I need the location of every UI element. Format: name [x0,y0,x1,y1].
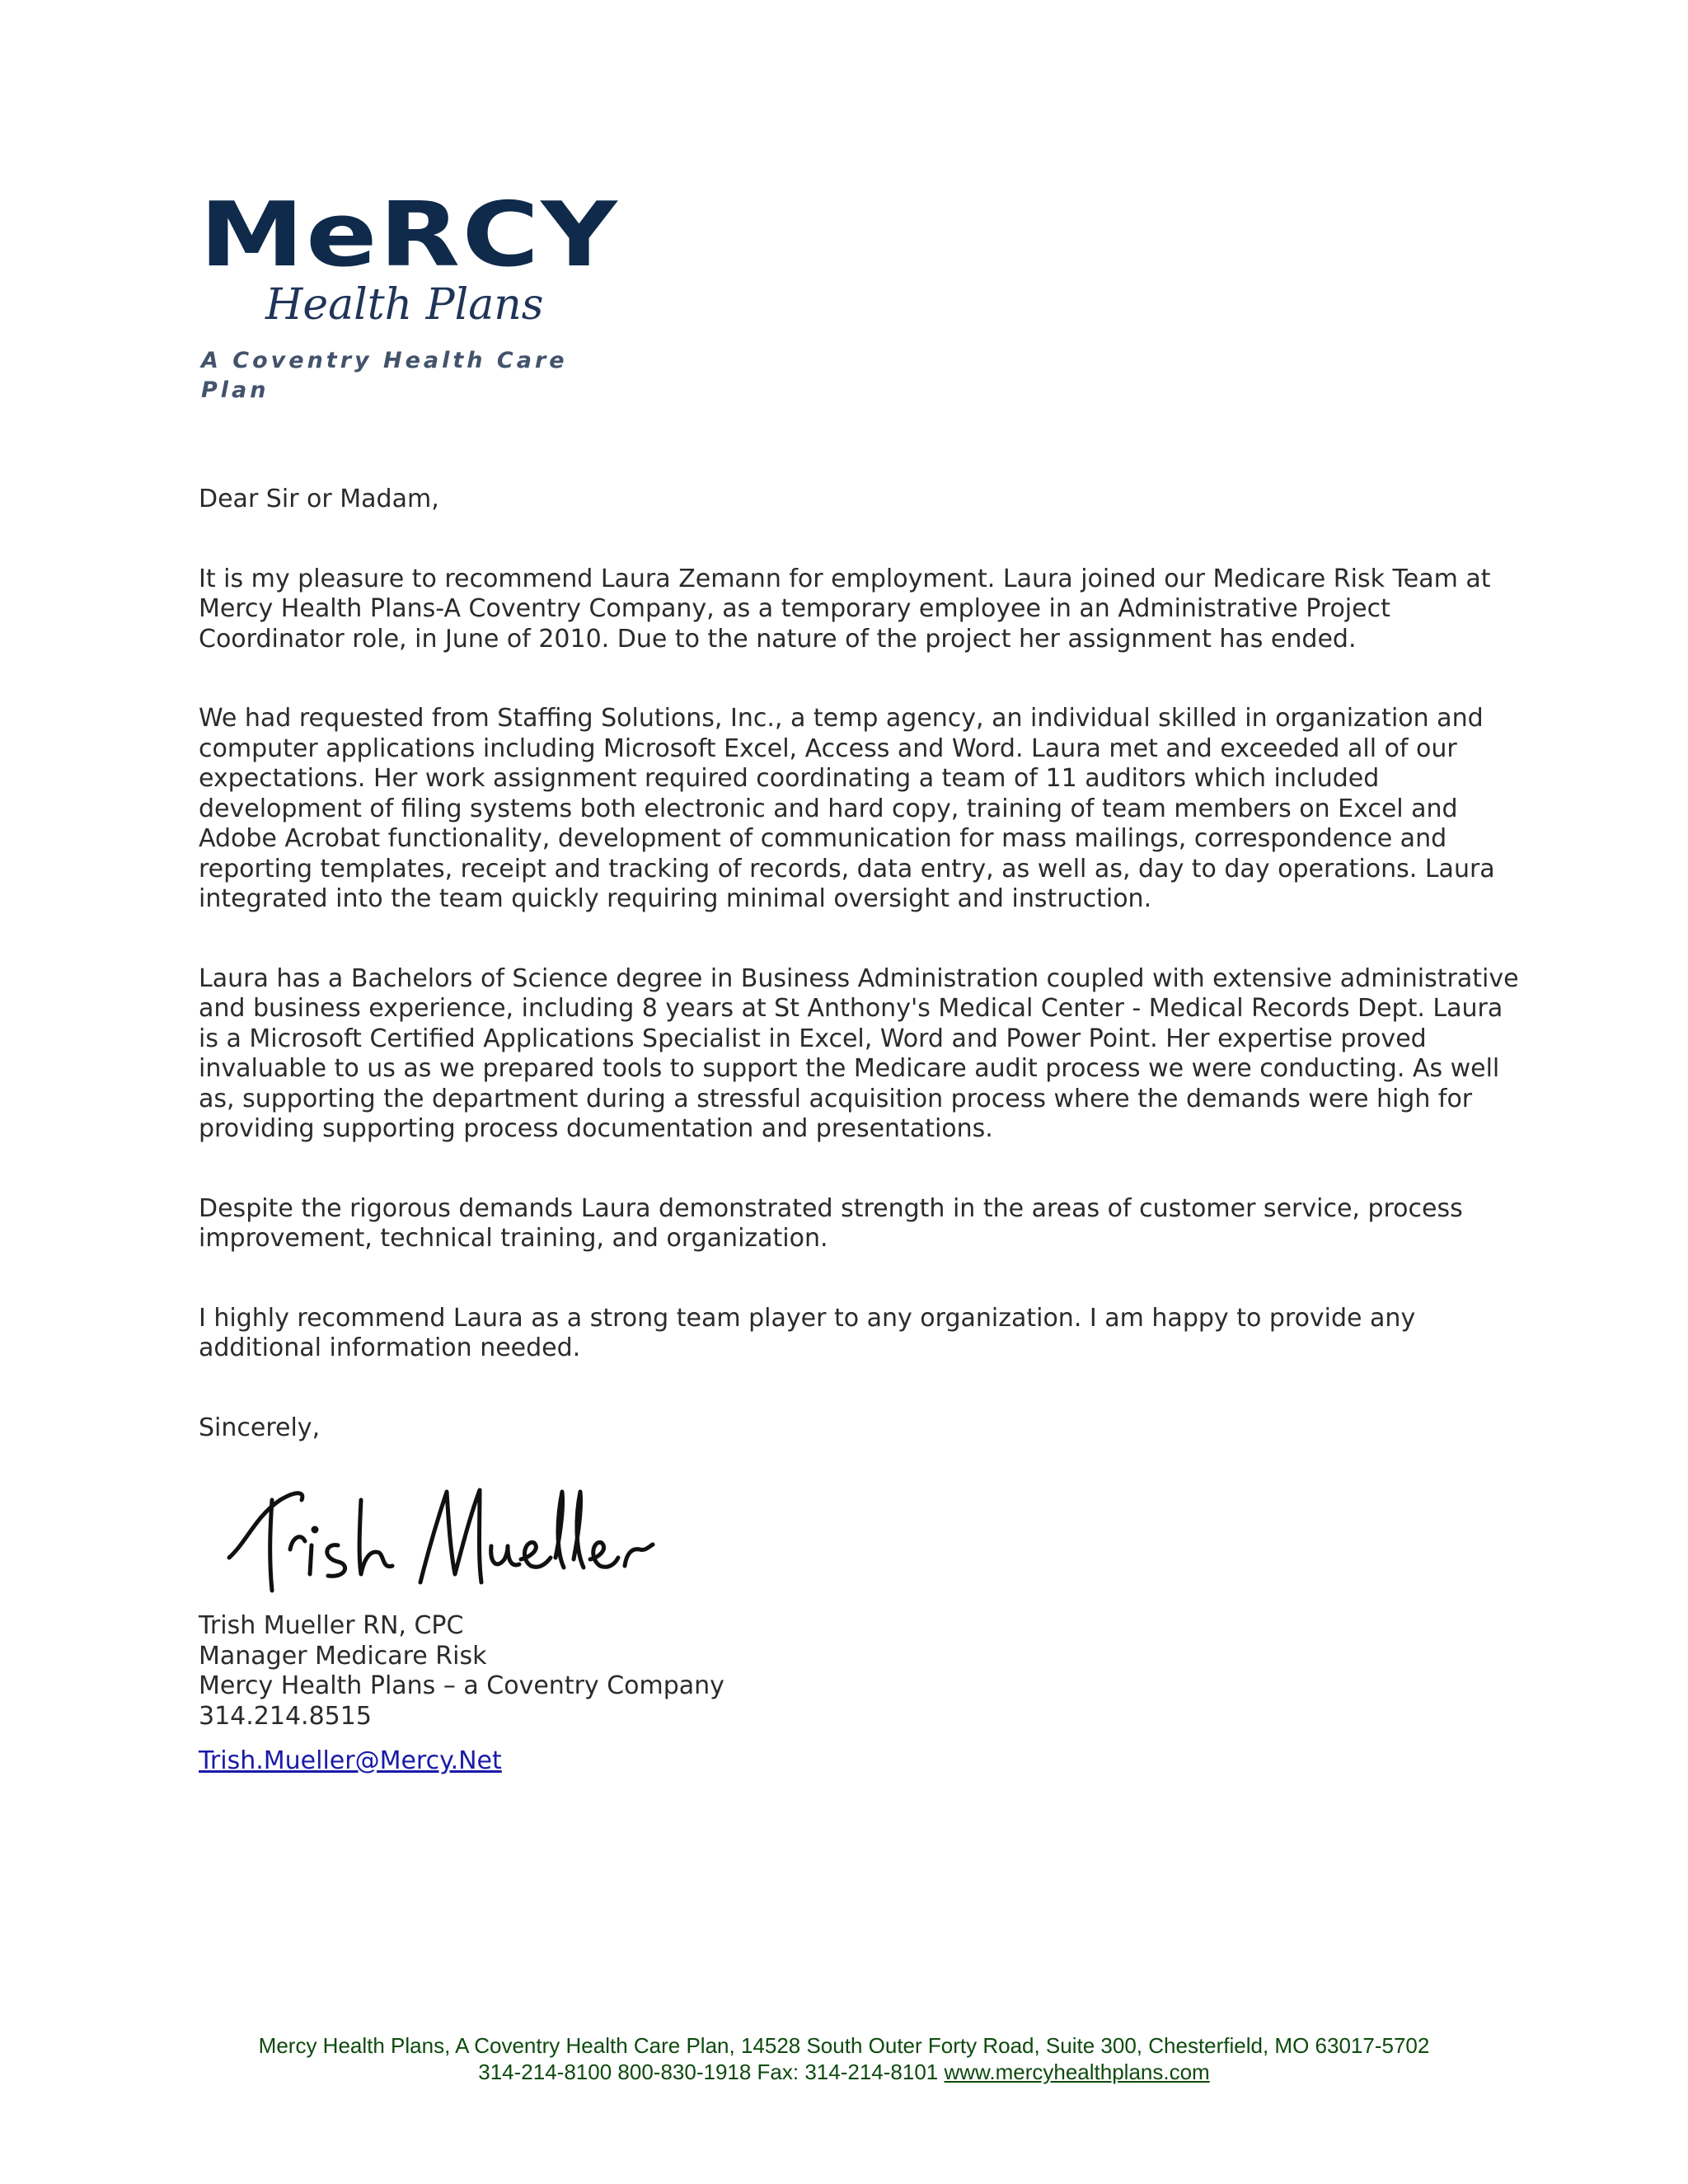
signer-company: Mercy Health Plans – a Coventry Company [199,1671,724,1700]
logo-tagline: A Coventry Health Care Plan [201,348,568,403]
signer-phone: 314.214.8515 [199,1701,372,1731]
paragraph-intro: It is my pleasure to recommend Laura Zemann for employment. Laura joined our Medicare Risk Team at Mercy Health Plans-A Coventry Company, as a temporary employee in an Administrative Project Coordinator role, in June of 2010. Due to the nature of the project her assignment has ended. [199,564,1491,654]
closing: Sincerely, [199,1413,321,1442]
footer-address: Mercy Health Plans, A Coventry Health Care Plan, 14528 South Outer Forty Road, Suite 300, Chesterfield, MO 63017-5702 [258,2033,1430,2058]
signer-title: Manager Medicare Risk [199,1641,487,1671]
signature-block [199,1611,724,1777]
letter-body [199,485,1526,1493]
signer-email-link[interactable]: Trish.Mueller@Mercy.Net [199,1746,502,1775]
signer-name: Trish Mueller RN, CPC [199,1611,464,1640]
footer-website-link[interactable]: www.mercyhealthplans.com [944,2060,1210,2084]
paragraph-qualifications: Laura has a Bachelors of Science degree in Business Administration coupled with extensive administrative and business experience, including 8 years at St Anthony's Medical Center - Medical Records Dept. Laura is a Microsoft Certified Applications Specialist in Excel, Word and Power Point. Her expertise proved invaluable to us as we prepared tools to support the Medicare audit process we were conducting. As well as, supporting the department during a stressful acquisition process where the demands were high for providing supporting process documentation and presentations. [199,963,1519,1143]
logo-subtitle: Health Plans [265,280,544,330]
paragraph-assignment: We had requested from Staffing Solutions, Inc., a temp agency, an individual skilled in organization and computer applications including Microsoft Excel, Access and Word. Laura met and exceeded all of our expectations. Her work assignment required coordinating a team of 11 auditors which included development of filing systems both electronic and hard copy, training of team members on Excel and Adobe Acrobat functionality, development of communication for mass mailings, correspondence and reporting templates, receipt and tracking of records, data entry, as well as, day to day operations. Laura integrated into the team quickly requiring minimal oversight and instruction. [199,704,1495,913]
logo-wordmark: MeRCY [199,184,620,287]
paragraph-recommendation: I highly recommend Laura as a strong team player to any organization. I am happy to provide any additional information needed. [199,1303,1416,1362]
company-logo [199,184,620,403]
paragraph-strengths: Despite the rigorous demands Laura demonstrated strength in the areas of customer service, process improvement, technical training, and organization. [199,1193,1463,1253]
footer-contact-line [0,2059,1688,2085]
letterhead-footer [0,2032,1688,2085]
handwritten-signature [223,1467,668,1607]
salutation: Dear Sir or Madam, [199,485,439,513]
footer-phones: 314-214-8100 800-830-1918 Fax: 314-214-8101 [478,2060,939,2084]
